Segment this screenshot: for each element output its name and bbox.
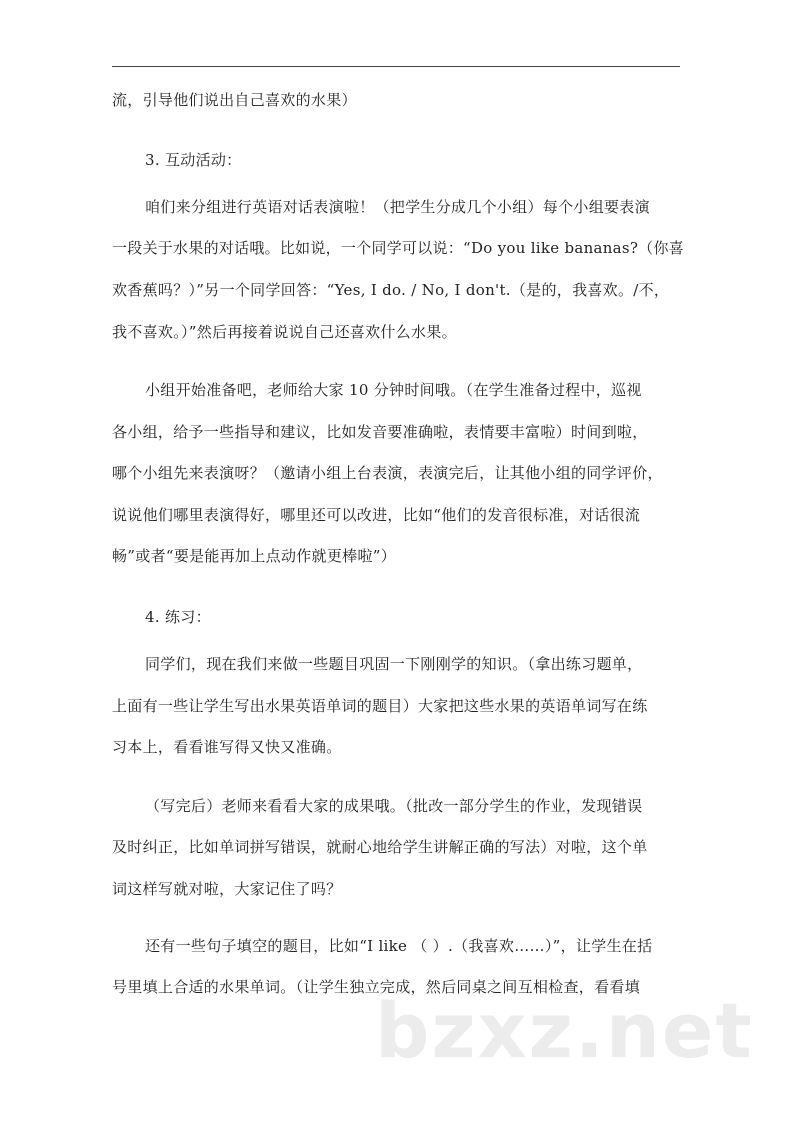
text-line: 说说他们哪里表演得好，哪里还可以改进，比如“他们的发音很标准，对话很流	[112, 506, 641, 524]
text-line: 畅”或者“要是能再加上点动作就更棒啦”）	[112, 547, 397, 565]
text-line: 词这样写就对啦，大家记住了吗？	[112, 880, 342, 898]
text-line: 各小组，给予一些指导和建议，比如发音要准确啦，表情要丰富啦）时间到啦，	[112, 423, 648, 441]
text-line: 一段关于水果的对话哦。比如说，一个同学可以说：“Do you like bananas?（你喜	[112, 239, 684, 257]
text-line: （写完后）老师来看看大家的成果哦。（批改一部分学生的作业，发现错误	[145, 797, 643, 815]
text-line: 我不喜欢。）”然后再接着说说自己还喜欢什么水果。	[112, 323, 457, 341]
header-rule	[112, 66, 680, 67]
section-heading: 4. 练习：	[145, 608, 211, 626]
text-line: 上面有一些让学生写出水果英语单词的题目）大家把这些水果的英语单词写在练	[112, 697, 648, 715]
text-line: 习本上，看看谁写得又快又准确。	[112, 738, 342, 756]
text-line: 哪个小组先来表演呀？（邀请小组上台表演，表演完后，让其他小组的同学评价，	[112, 464, 663, 482]
text-line: 流，引导他们说出自己喜欢的水果）	[112, 91, 357, 109]
text-line: 还有一些句子填空的题目，比如“I like （ ）.（我喜欢……）”，让学生在括	[145, 937, 653, 955]
text-line: 及时纠正，比如单词拼写错误，就耐心地给学生讲解正确的写法）对啦，这个单	[112, 838, 648, 856]
text-line: 同学们，现在我们来做一些题目巩固一下刚刚学的知识。（拿出练习题单，	[145, 655, 643, 673]
section-heading: 3. 互动活动：	[145, 151, 242, 169]
text-line: 咱们来分组进行英语对话表演啦！（把学生分成几个小组）每个小组要表演	[145, 198, 650, 216]
watermark: bzxz.net	[375, 986, 754, 1075]
text-line: 小组开始准备吧，老师给大家 10 分钟时间哦。（在学生准备过程中，巡视	[145, 381, 642, 399]
text-line: 欢香蕉吗？）”另一个同学回答：“Yes, I do. / No, I don't.（是的，我喜欢。/不，	[112, 281, 670, 299]
text-line: 号里填上合适的水果单词。（让学生独立完成，然后同桌之间互相检查，看看填	[112, 978, 641, 996]
